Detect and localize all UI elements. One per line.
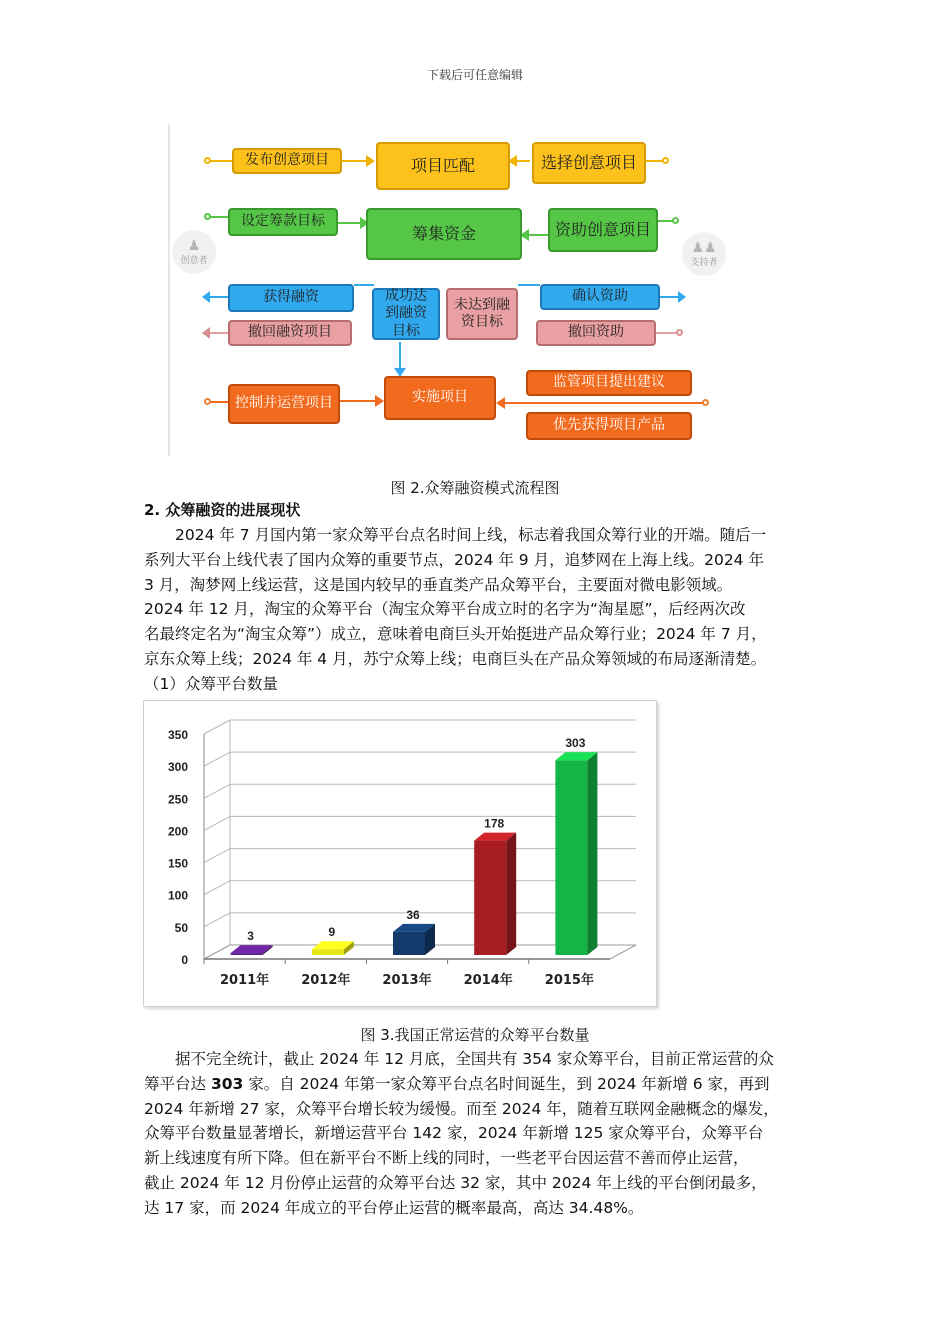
bar [393, 932, 425, 955]
y-tick-label: 150 [167, 856, 188, 871]
arrow-icon [202, 327, 210, 339]
priority-product-box: 优先获得项目产品 [526, 412, 692, 440]
gridline-depth [204, 752, 230, 766]
paragraph-1 [144, 523, 814, 697]
x-tick-label: 2015年 [544, 973, 594, 988]
connector-dot [662, 157, 669, 164]
arrow-icon [366, 155, 375, 167]
y-tick-label: 0 [181, 953, 188, 967]
platform-count-chart [143, 700, 657, 1007]
paragraph-line: 京东众筹上线；2024 年 4 月，苏宁众筹上线；电商巨头在产品众筹领域的布局逐渐清楚。 [144, 649, 767, 668]
connector-dot [702, 399, 709, 406]
y-tick-label: 250 [167, 792, 188, 807]
paragraph-line: 新上线速度有所下降。但在新平台不断上线的同时，一些老平台因运营不善而停止运营， [144, 1149, 749, 1168]
person-icon: ♟ [187, 237, 201, 254]
supervise-suggest-box: 监管项目提出建议 [526, 370, 692, 396]
bar [555, 760, 587, 955]
fail-target-box: 未达到融资目标 [446, 288, 518, 340]
bar-side [587, 752, 597, 955]
supporter-icon [682, 232, 726, 276]
bar [231, 953, 263, 955]
paragraph-line [144, 1072, 814, 1097]
bar-data-label: 36 [406, 907, 420, 922]
connector [354, 284, 374, 286]
project-match-box: 项目匹配 [376, 142, 510, 190]
withdraw-funding-box: 撤回资助 [536, 320, 656, 346]
bar-side [506, 833, 516, 955]
people-icon: ♟♟ [691, 239, 717, 256]
confirm-funding-box: 确认资助 [540, 284, 660, 310]
connector [208, 296, 228, 298]
publish-project-box: 发布创意项目 [232, 148, 342, 174]
bar-data-label: 178 [484, 816, 505, 831]
bar [474, 841, 506, 955]
success-target-box: 成功达到融资目标 [372, 288, 440, 340]
arrow-icon [678, 291, 686, 303]
paragraph-line: 截止 2024 年 12 月份停止运营的众筹平台达 32 家，其中 2024 年上线的平台倒闭最多， [144, 1173, 767, 1192]
arrow-icon [496, 397, 505, 409]
connector [208, 160, 232, 162]
gridline-depth [204, 816, 230, 830]
gridline-depth [204, 913, 230, 927]
text-run: 筹平台达 [144, 1074, 211, 1093]
supporter-label: 支持者 [690, 257, 718, 268]
chart-svg [144, 701, 656, 1006]
fund-project-box: 资助创意项目 [548, 208, 658, 252]
header-note: 下载后可任意编辑 [426, 68, 523, 82]
connector [660, 296, 680, 298]
bar-data-label: 9 [328, 925, 336, 940]
connector [342, 160, 368, 162]
connector-dot [204, 398, 211, 405]
connector-dot [204, 213, 211, 220]
paragraph-line: 2024 年新增 27 家，众筹平台增长较为缓慢。而至 2024 年，随着互联网金融概念的爆发， [144, 1099, 779, 1118]
connector [656, 332, 678, 334]
gridline-depth [204, 881, 230, 895]
connector-dot [676, 329, 683, 336]
arrow-icon [202, 291, 210, 303]
paragraph-line: 达 17 家，而 2024 年成立的平台停止运营的概率最高，高达 34.48%。 [144, 1198, 644, 1217]
gridline-depth [204, 849, 230, 863]
figure3-caption: 图 3.我国正常运营的众筹平台数量 [360, 1026, 590, 1044]
gridline-depth [204, 784, 230, 798]
paragraph-line: 3 月，淘梦网上线运营，这是国内较早的垂直类产品众筹平台，主要面对微电影领域。 [144, 575, 733, 594]
connector [340, 400, 378, 402]
set-target-box: 设定筹款目标 [228, 208, 338, 236]
raise-funds-box: 筹集资金 [366, 208, 522, 260]
x-tick-label: 2012年 [301, 973, 351, 988]
paragraph-line: 名最终定名为“淘宝众筹”）成立，意味着电商巨头开始挺进产品众筹行业；2024 年 7 月， [144, 625, 767, 644]
connector-dot [672, 217, 679, 224]
x-tick-label: 2011年 [220, 973, 270, 988]
bold-number: 303 [210, 1074, 244, 1093]
text-run: 家。自 2024 年第一家众筹平台点名时间诞生，到 2024 年新增 6 家，再到 [243, 1074, 770, 1093]
control-operate-box: 控制并运营项目 [228, 384, 340, 424]
x-tick-label: 2014年 [463, 973, 513, 988]
section-heading: 2. 众筹融资的进展现状 [144, 501, 301, 519]
crowdfunding-flowchart [168, 124, 728, 456]
gridline-depth [204, 720, 230, 734]
creator-label: 创意者 [180, 255, 208, 266]
paragraph-line: 2024 年 7 月国内第一家众筹平台点名时间上线，标志着我国众筹行业的开端。随后一 [144, 526, 767, 544]
y-tick-label: 100 [167, 888, 188, 903]
figure2-caption: 图 2.众筹融资模式流程图 [390, 479, 560, 497]
connector [504, 402, 704, 404]
bar-data-label: 3 [247, 929, 254, 944]
connector [208, 216, 228, 218]
implement-project-box: 实施项目 [384, 376, 496, 420]
subheading: （1）众筹平台数量 [144, 674, 278, 693]
figure-edge [168, 124, 170, 456]
connector-dot [204, 157, 211, 164]
y-tick-label: 350 [167, 728, 188, 742]
connector [208, 332, 228, 334]
paragraph-line: 2024 年 12 月，淘宝的众筹平台（淘宝众筹平台成立时的名字为“淘星愿”，后经两次改 [144, 600, 746, 619]
paragraph-line: 据不完全统计，截止 2024 年 12 月底，全国共有 354 家众筹平台，目前正常运营的众 [144, 1050, 774, 1068]
x-tick-label: 2013年 [382, 973, 432, 988]
y-tick-label: 50 [174, 920, 188, 935]
paragraph-line: 众筹平台数量显著增长，新增运营平台 142 家，2024 年新增 125 家众筹平台，众筹平台 [144, 1124, 764, 1143]
paragraph-line: 系列大平台上线代表了国内众筹的重要节点，2024 年 9 月，追梦网在上海上线。2024 年 [144, 550, 764, 569]
connector [399, 342, 401, 370]
connector [208, 401, 228, 403]
select-project-box: 选择创意项目 [532, 142, 646, 184]
get-financing-box: 获得融资 [228, 284, 354, 312]
arrow-icon [375, 395, 384, 407]
bar-data-label: 303 [565, 736, 586, 751]
connector [518, 284, 540, 286]
creator-icon [172, 230, 216, 274]
y-tick-label: 200 [167, 824, 188, 839]
bar [312, 949, 344, 955]
withdraw-project-box: 撤回融资项目 [228, 320, 352, 346]
y-tick-label: 300 [167, 760, 188, 775]
paragraph-2 [144, 1047, 814, 1221]
